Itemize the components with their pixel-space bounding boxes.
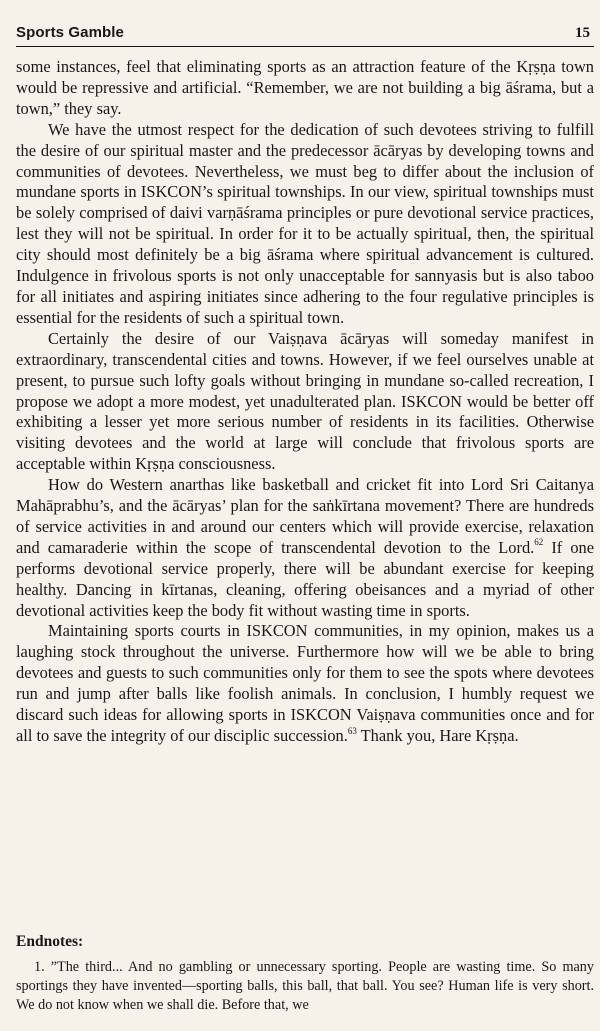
endnotes-heading: Endnotes: [16, 933, 84, 950]
paragraph-text: If one performs devotional service properly, there will be abundant exercise for keeping healthy. Dancing in kīrtanas, cleaning, offering obeisances and a myriad of other devotional activities keep the body fit without wasting time in sports. [16, 537, 594, 620]
footnote-marker: 62 [534, 537, 544, 548]
paragraph-text: Thank you, Hare Kṛṣṇa. [356, 726, 519, 745]
running-title: Sports Gamble [16, 24, 124, 41]
body-text [16, 57, 594, 747]
footnote-marker: 63 [347, 725, 357, 736]
paragraph-text: Maintaining sports courts in ISKCON communities, in my opinion, makes us a laughing stock throughout the universe. Furthermore how will we be able to bring devotees and guests to such communities only for them to see the spots where devotees run and jump after balls like foolish animals. In conclusion, I humbly request we discard such ideas for allowing sports in ISKCON Vaiṣṇava communities once and for all to save the integrity of our disciplic succession. [16, 621, 594, 745]
endnote-item: 1. ”The third... And no gambling or unnecessary sporting. People are wasting time. So many sportings they have invented—sporting balls, this ball, that ball. You see? Human life is very short. We do not know when we shall die. Before that, we [16, 959, 594, 1013]
paragraph: Certainly the desire of our Vaiṣṇava ācāryas will someday manifest in extraordinary, transcendental cities and towns. However, if we feel ourselves unable at present, to pursue such lofty goals without bringing in mundane so-called recreation, I propose we adopt a more modest, yet unadulterated plan. ISKCON would be better off exhibiting a lesser yet more serious number of residents in its facilities. Otherwise visiting devotees and the world at large will conclude that frivolous sports are acceptable within Kṛṣṇa consciousness. [16, 328, 594, 474]
paragraph: We have the utmost respect for the dedication of such devotees striving to fulfill the desire of our spiritual master and the predecessor ācāryas by developing towns and communities of devotees. Nevertheless, we must beg to differ about the inclusion of mundane sports in ISKCON’s spiritual townships. In our view, spiritual townships must be solely comprised of daivi varṇāśrama principles or pure devotional service practices, lest they will not be spiritual. In order for it to be actually spiritual, then, the spiritual city should most definitely be a big āśrama where spiritual advancement is cultured. Indulgence in frivolous sports is not only unacceptable for sannyasis but is also taboo for all initiates and aspiring initiates since adhering to the four regulative principles is essential for the residents of such a spiritual town. [16, 119, 594, 327]
paragraph [16, 621, 594, 746]
paragraph [16, 475, 594, 621]
paragraph-text: How do Western anarthas like basketball and cricket fit into Lord Sri Caitanya Mahāprabhu’s, and the ācāryas’ plan for the saṅkīrtana movement? There are hundreds of service activities in and around our centers which will provide exercise, relaxation and camaraderie within the scope of transcendental devotion to the Lord. [16, 475, 594, 557]
paragraph: some instances, feel that eliminating sports as an attraction feature of the Kṛṣṇa town would be repressive and artificial. “Remember, we are not building a big āśrama, but a town,” they say. [16, 57, 594, 118]
page-number: 15 [575, 25, 590, 41]
page-header [16, 24, 594, 47]
